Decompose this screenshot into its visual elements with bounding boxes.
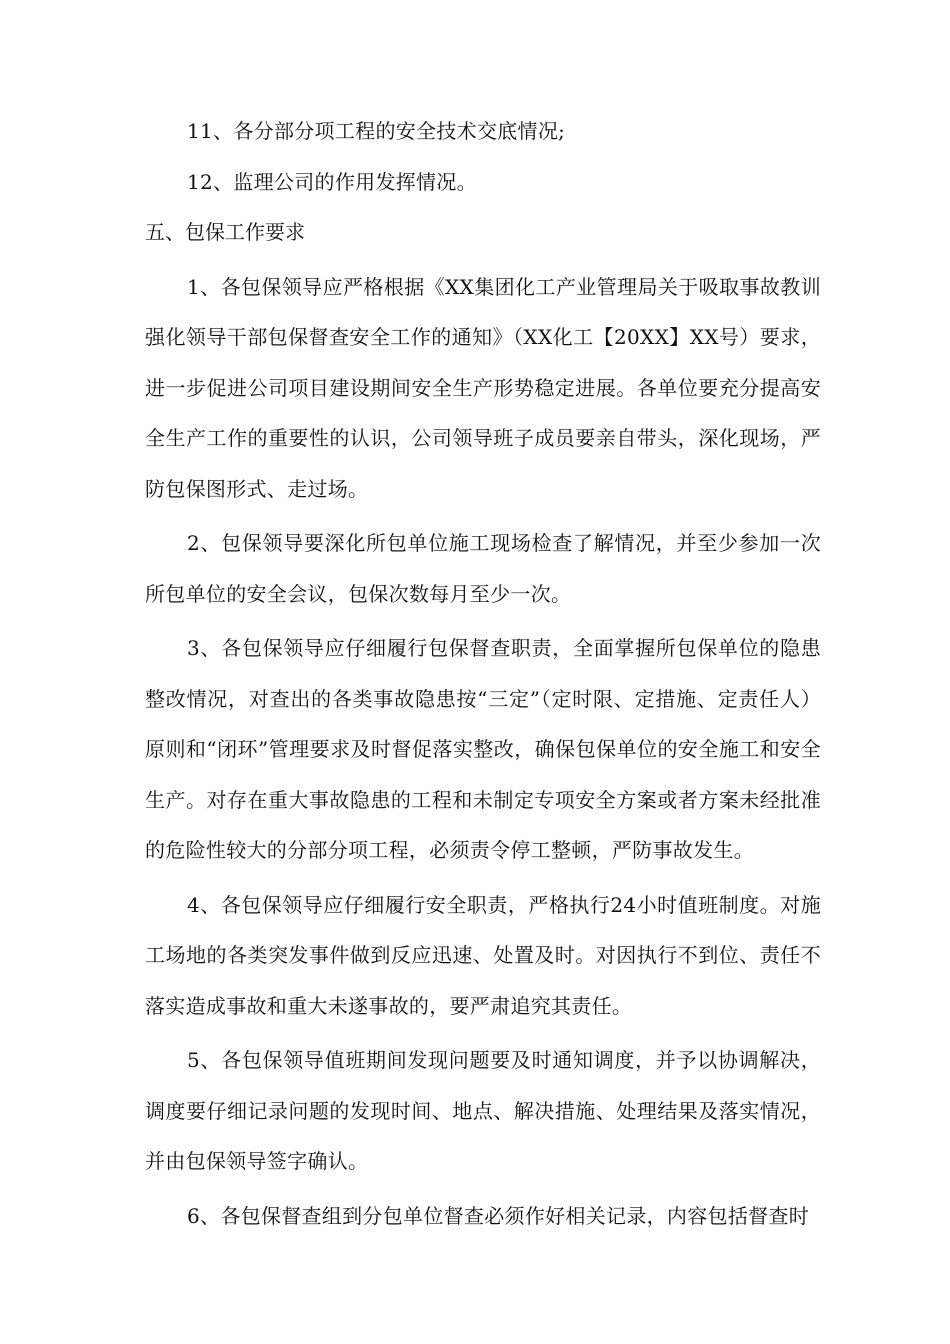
- list-item-11: 11、各分部分项工程的安全技术交底情况;: [187, 119, 566, 143]
- paragraph-3: 3、各包保领导应仔细履行包保督查职责，全面掌握所包保单位的隐患整改情况，对查出的各类事故隐患按“三定”（定时限、定措施、定责任人）原则和“闭环”管理要求及时督促落实整改，确保包保单位的安全施工和安全生产。对存在重大事故隐患的工程和未制定专项安全方案或者方案未经批准的危险性较大的分部分项工程，必须责令停工整顿，严防事故发生。: [145, 636, 821, 862]
- paragraph-6: 6、各包保督查组到分包单位督查必须作好相关记录，内容包括督查时: [187, 1203, 810, 1228]
- document-body: [145, 106, 821, 1241]
- paragraph-2: 2、包保领导要深化所包单位施工现场检查了解情况，并至少参加一次所包单位的安全会议，包保次数每月至少一次。: [145, 531, 821, 606]
- list-item-12: 12、监理公司的作用发挥情况。: [187, 169, 477, 194]
- paragraph-4: 4、各包保领导应仔细履行安全职责，严格执行24小时值班制度。对施工场地的各类突发事件做到反应迅速、处置及时。对因执行不到位、责任不落实造成事故和重大未遂事故的，要严肃追究其责任。: [145, 892, 821, 1018]
- section-heading: 五、包保工作要求: [145, 220, 305, 244]
- paragraph-1: 1、各包保领导应严格根据《XX集团化工产业管理局关于吸取事故教训强化领导干部包保督查安全工作的通知》（XX化工【20XX】XX号）要求，进一步促进公司项目建设期间安全生产形势稳定进展。各单位要充分提高安全生产工作的重要性的认识，公司领导班子成员要亲自带头，深化现场，严防包保图形式、走过场。: [145, 274, 821, 501]
- paragraph-5: 5、各包保领导值班期间发现问题要及时通知调度，并予以协调解决，调度要仔细记录问题的发现时间、地点、解决措施、处理结果及落实情况，并由包保领导签字确认。: [145, 1048, 821, 1173]
